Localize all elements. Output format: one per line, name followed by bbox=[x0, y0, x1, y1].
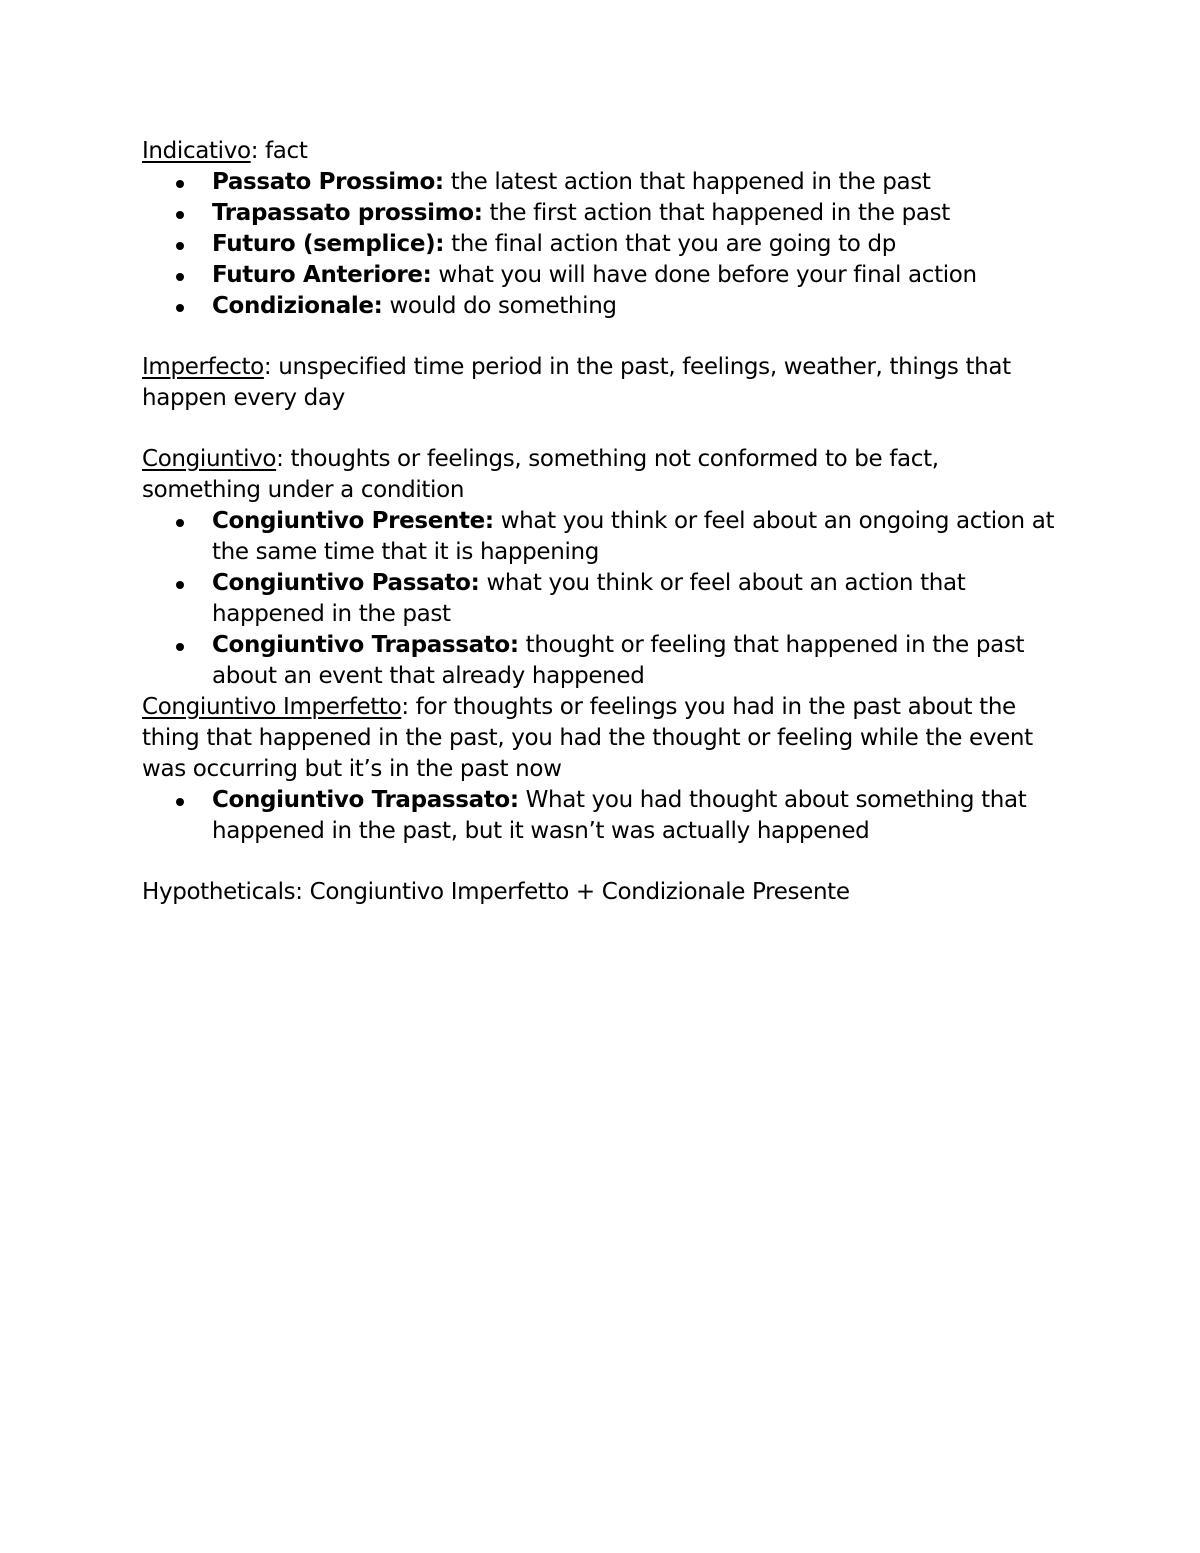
list-item-term: Futuro (semplice): bbox=[212, 231, 445, 257]
spacer bbox=[142, 847, 1062, 877]
congiuntivo-imperfetto-heading: Congiuntivo Imperfetto bbox=[142, 694, 402, 720]
spacer bbox=[142, 414, 1062, 444]
list-item-term: Congiuntivo Passato: bbox=[212, 570, 480, 596]
list-item-desc: the first action that happened in the past bbox=[482, 200, 950, 226]
imperfecto-heading: Imperfecto bbox=[142, 354, 264, 380]
list-item-term: Futuro Anteriore: bbox=[212, 262, 432, 288]
indicativo-desc: : fact bbox=[250, 138, 308, 164]
spacer bbox=[142, 322, 1062, 352]
list-item bbox=[212, 785, 1062, 847]
congiuntivo-heading: Congiuntivo bbox=[142, 446, 277, 472]
list-item-term: Congiuntivo Presente: bbox=[212, 508, 494, 534]
document-page bbox=[142, 136, 1062, 908]
congiuntivo-desc: : thoughts or feelings, something not conformed to be fact, something under a condition bbox=[142, 446, 939, 503]
list-item-desc: what you will have done before your final action bbox=[431, 262, 977, 288]
list-item bbox=[212, 291, 1062, 322]
list-item bbox=[212, 198, 1062, 229]
list-item-term: Condizionale: bbox=[212, 293, 383, 319]
list-item-term: Trapassato prossimo: bbox=[212, 200, 483, 226]
indicativo-heading: Indicativo bbox=[142, 138, 251, 164]
congiuntivo-list bbox=[142, 506, 1062, 692]
list-item-desc: would do something bbox=[382, 293, 617, 319]
list-item-desc: what you think or feel about an ongoing action at the same time that it is happening bbox=[212, 508, 1055, 565]
list-item-desc: the latest action that happened in the past bbox=[443, 169, 931, 195]
list-item-term: Congiuntivo Trapassato: bbox=[212, 632, 519, 658]
list-item-desc: What you had thought about something that happened in the past, but it wasn’t was actually happened bbox=[212, 787, 1027, 844]
list-item bbox=[212, 506, 1062, 568]
indicativo-heading-line bbox=[142, 136, 1062, 167]
hypotheticals-line: Hypotheticals: Congiuntivo Imperfetto + Condizionale Presente bbox=[142, 879, 850, 905]
imperfecto-desc: : unspecified time period in the past, feelings, weather, things that happen every day bbox=[142, 354, 1011, 411]
congiuntivo-imperfetto-paragraph bbox=[142, 692, 1062, 785]
list-item-desc: the final action that you are going to dp bbox=[444, 231, 896, 257]
indicativo-list bbox=[142, 167, 1062, 322]
list-item-term: Passato Prossimo: bbox=[212, 169, 444, 195]
list-item bbox=[212, 630, 1062, 692]
list-item bbox=[212, 167, 1062, 198]
congiuntivo-paragraph bbox=[142, 444, 1062, 506]
list-item-term: Congiuntivo Trapassato: bbox=[212, 787, 519, 813]
congiuntivo-imperfetto-desc: : for thoughts or feelings you had in the past about the thing that happened in the past, you had the thought or feeling while the event was occurring but it’s in the past now bbox=[142, 694, 1033, 782]
list-item bbox=[212, 229, 1062, 260]
list-item bbox=[212, 260, 1062, 291]
list-item-desc: thought or feeling that happened in the past about an event that already happened bbox=[212, 632, 1025, 689]
congiuntivo-imperfetto-list bbox=[142, 785, 1062, 847]
list-item-desc: what you think or feel about an action that happened in the past bbox=[212, 570, 966, 627]
list-item bbox=[212, 568, 1062, 630]
imperfecto-paragraph bbox=[142, 352, 1062, 414]
